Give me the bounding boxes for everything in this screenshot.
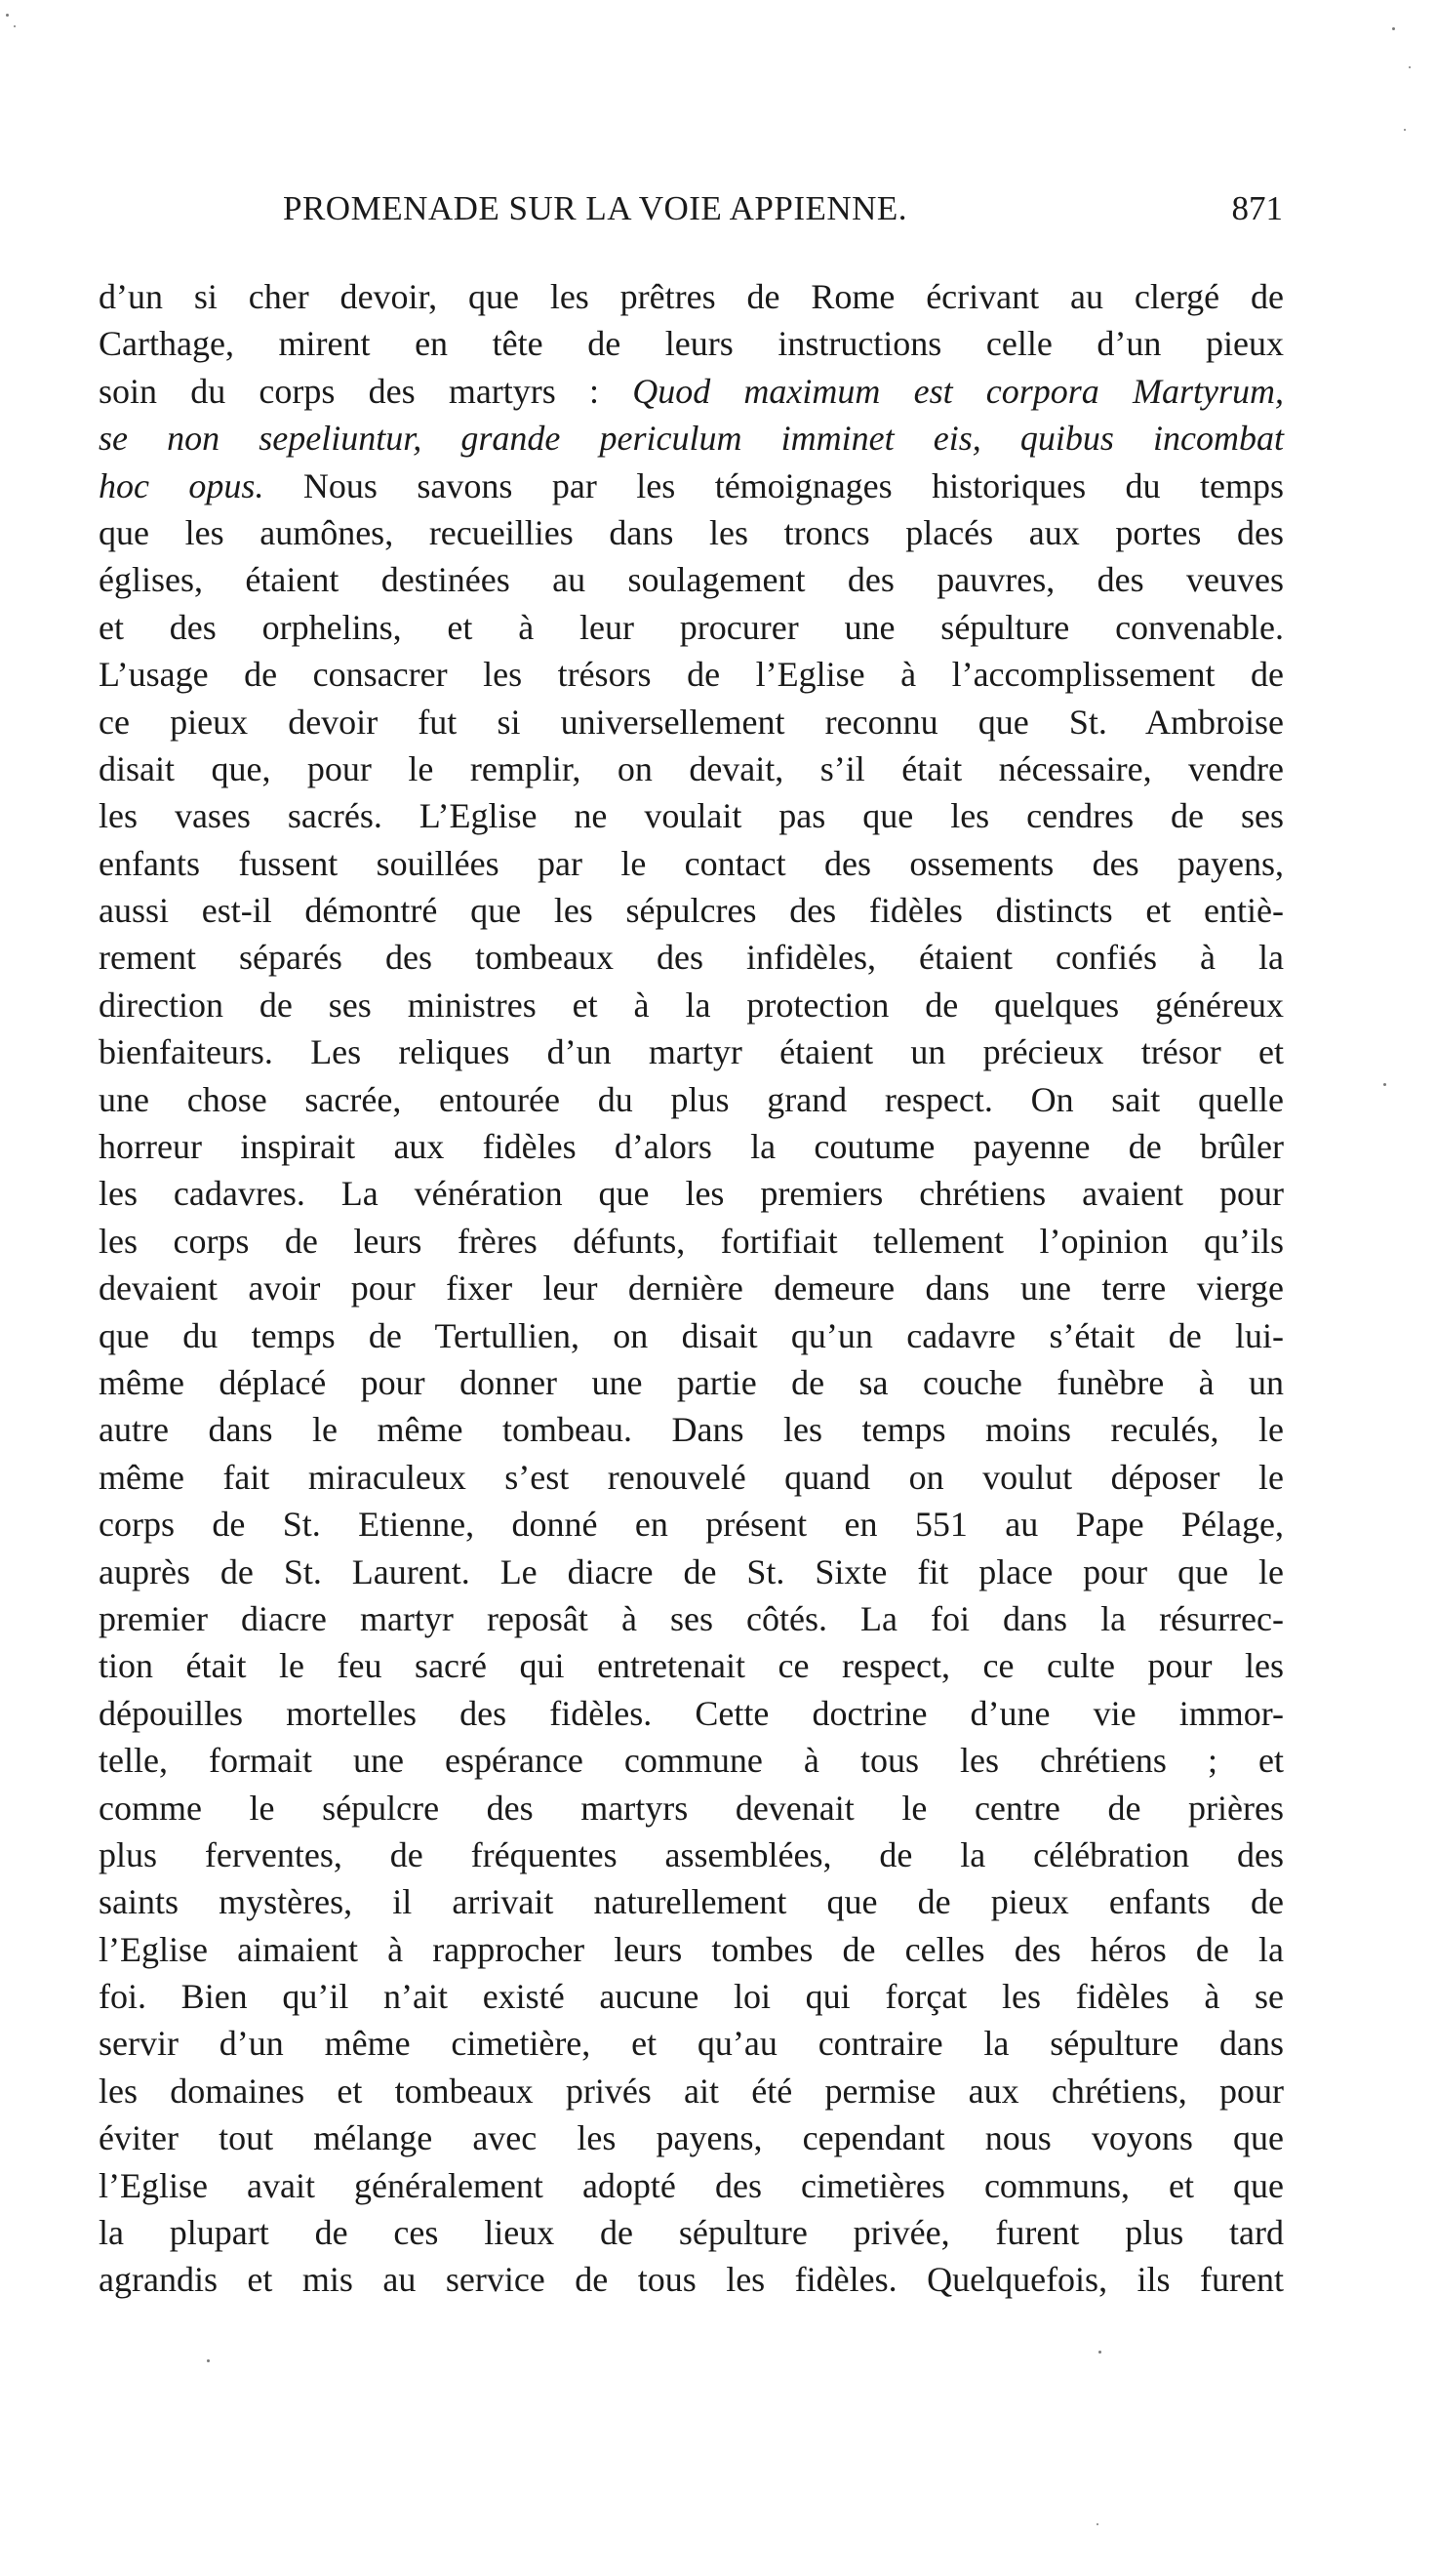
page-number: 871 [1231,189,1283,227]
text-line: rement séparés des tombeaux des infidèles, étaient confiés à la [99,938,1284,978]
text-line: tion était le feu sacré qui entretenait ce respect, ce culte pour les [99,1646,1284,1686]
text-line: et des orphelins, et à leur procurer une sépulture convenable. [99,607,1284,647]
latin-quote: se non sepeliuntur, grande periculum imminet eis, quibus incombat [99,419,1284,459]
text-line: bienfaiteurs. Les reliques d’un martyr étaient un précieux trésor et [99,1032,1284,1072]
text-line: comme le sépulcre des martyrs devenait le centre de prières [99,1788,1284,1828]
latin-quote: Quod maximum est corpora Martyrum, [632,371,1285,411]
text-line: que les aumônes, recueillies dans les troncs placés aux portes des [99,512,1284,552]
paper-speck [1404,129,1406,131]
text-line: servir d’un même cimetière, et qu’au contraire la sépulture dans [99,2024,1284,2064]
text-line: devaient avoir pour fixer leur dernière demeure dans une terre vierge [99,1268,1284,1308]
text-segment: Nous savons par les témoignages historiques du temps [302,465,1285,505]
text-line: foi. Bien qu’il n’ait existé aucune loi qui forçat les fidèles à se [99,1977,1284,2017]
text-line: premier diacre martyr reposât à ses côtés. La foi dans la résurrec- [99,1598,1284,1638]
text-line: les corps de leurs frères défunts, fortifiait tellement l’opinion qu’ils [99,1221,1284,1261]
text-segment: soin du corps des martyrs : [99,371,599,411]
text-line: autre dans le même tombeau. Dans les temps moins reculés, le [99,1410,1284,1450]
running-title: PROMENADE SUR LA VOIE APPIENNE. [283,189,908,227]
text-line: même déplacé pour donner une partie de sa couche funèbre à un [99,1362,1284,1402]
text-line: Carthage, mirent en tête de leurs instructions celle d’un pieux [99,324,1284,364]
text-line: la plupart de ces lieux de sépulture privée, furent plus tard [99,2213,1284,2253]
paper-speck [207,2359,210,2362]
latin-quote: hoc opus. [99,465,264,505]
text-line: L’usage de consacrer les trésors de l’Eglise à l’accomplissement de [99,655,1284,695]
text-line: d’un si cher devoir, que les prêtres de Rome écrivant au clergé de [99,277,1284,316]
text-line: églises, étaient destinées au soulagement des pauvres, des veuves [99,560,1284,600]
text-line: même fait miraculeux s’est renouvelé quand on voulut déposer le [99,1457,1284,1497]
text-line: aussi est-il démontré que les sépulcres des fidèles distincts et entiè- [99,891,1284,931]
text-line: l’Eglise avait généralement adopté des cimetières communs, et que [99,2165,1284,2205]
paper-speck [1097,2523,1098,2525]
text-line: auprès de St. Laurent. Le diacre de St. Sixte fit place pour que le [99,1551,1284,1591]
text-line: enfants fussent souillées par le contact des ossements des payens, [99,843,1284,883]
text-line [99,463,1284,509]
text-line: les cadavres. La vénération que les premiers chrétiens avaient pour [99,1174,1284,1214]
text-line: ce pieux devoir fut si universellement reconnu que St. Ambroise [99,702,1284,742]
text-line: horreur inspirait aux fidèles d’alors la coutume payenne de brûler [99,1127,1284,1167]
body-text [99,273,1284,2304]
text-line: direction de ses ministres et à la protection de quelques généreux [99,985,1284,1025]
paper-speck [14,25,16,27]
text-line: dépouilles mortelles des fidèles. Cette doctrine d’une vie immor- [99,1693,1284,1733]
paper-speck [1383,1083,1386,1086]
text-line: corps de St. Etienne, donné en présent en 551 au Pape Pélage, [99,1505,1284,1545]
text-line: plus ferventes, de fréquentes assemblées, de la célébration des [99,1834,1284,1874]
paper-speck [1409,66,1411,68]
text-line: saints mystères, il arrivait naturellement que de pieux enfants de [99,1882,1284,1922]
text-line: une chose sacrée, entourée du plus grand respect. On sait quelle [99,1079,1284,1119]
page-header [283,189,1283,238]
text-line: l’Eglise aimaient à rapprocher leurs tombes de celles des héros de la [99,1929,1284,1969]
text-line: les vases sacrés. L’Eglise ne voulait pas que les cendres de ses [99,796,1284,836]
text-line: disait que, pour le remplir, on devait, s’il était nécessaire, vendre [99,748,1284,788]
text-line [99,368,1284,415]
text-line: que du temps de Tertullien, on disait qu’un cadavre s’était de lui- [99,1315,1284,1355]
text-line: telle, formait une espérance commune à tous les chrétiens ; et [99,1741,1284,1781]
text-line: agrandis et mis au service de tous les fidèles. Quelquefois, ils furent [99,2260,1284,2300]
text-line: éviter tout mélange avec les payens, cependant nous voyons que [99,2118,1284,2158]
paper-speck [6,14,9,17]
paper-speck [1098,2351,1101,2354]
paper-speck [1392,27,1395,30]
text-line [99,415,1284,462]
text-line: les domaines et tombeaux privés ait été permise aux chrétiens, pour [99,2071,1284,2111]
